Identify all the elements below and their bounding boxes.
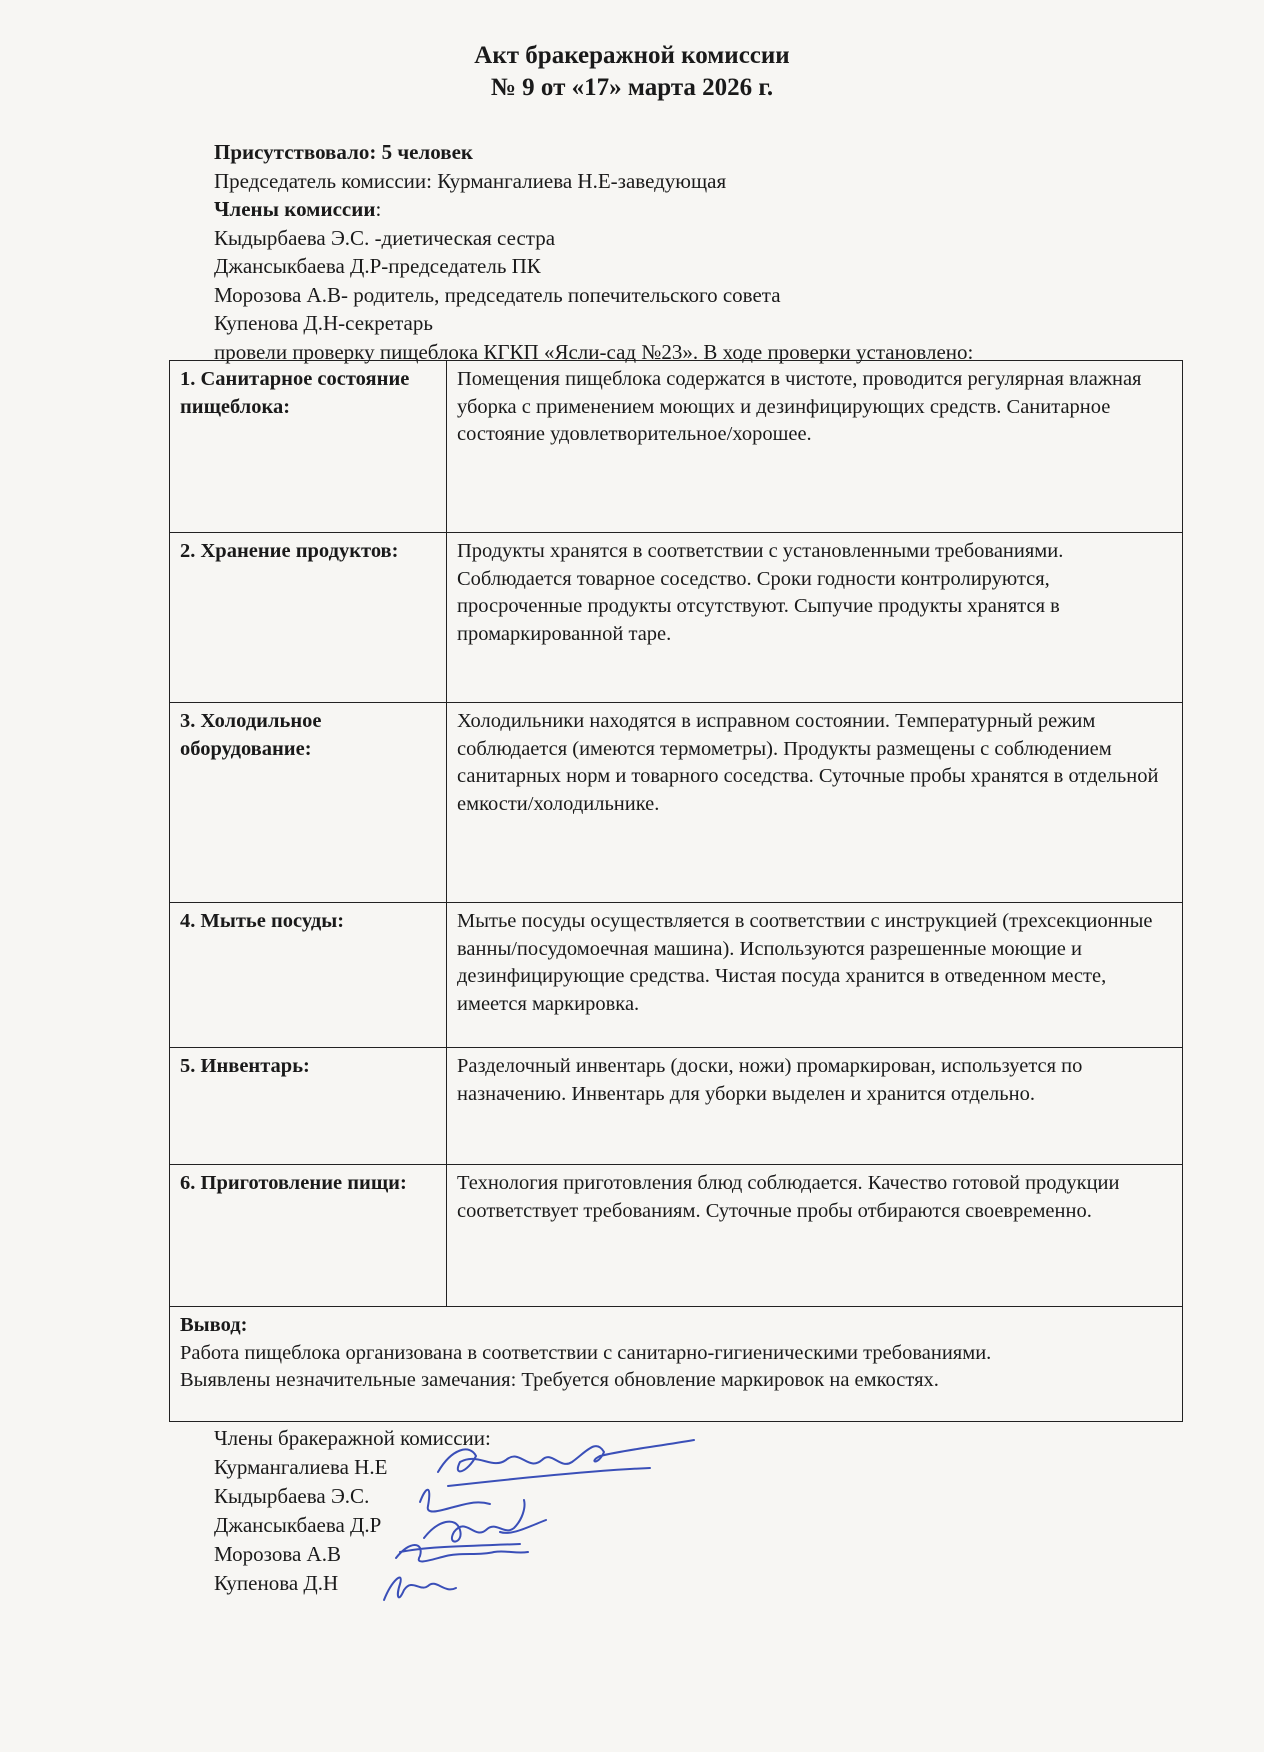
- member-line: Купенова Д.Н-секретарь: [214, 311, 433, 335]
- conclusion-cell: [170, 1307, 1183, 1422]
- signatory-name: Купенова Д.Н: [214, 1571, 339, 1595]
- member-line: Морозова А.В- родитель, председатель попечительского совета: [214, 282, 781, 307]
- attendance-line: Присутствовало: 5 человек: [214, 140, 474, 164]
- signatory-name: Морозова А.В: [214, 1542, 341, 1566]
- signatory-name: Джансыкбаева Д.Р: [214, 1513, 382, 1537]
- findings-table: [169, 360, 1183, 1422]
- table-row: [170, 903, 1183, 1048]
- conclusion-row: [170, 1307, 1183, 1422]
- members-colon: :: [375, 197, 382, 221]
- finding-label: 6. Приготовление пищи:: [170, 1165, 447, 1307]
- table-row: [170, 1165, 1183, 1307]
- finding-label: 4. Мытье посуды:: [170, 903, 447, 1048]
- intro-block: [214, 138, 973, 366]
- chairman-line: Председатель комиссии: Курмангалиева Н.Е-заведующая: [214, 168, 727, 193]
- conclusion-line: Работа пищеблока организована в соответствии с санитарно-гигиеническими требованиями.: [180, 1341, 992, 1364]
- finding-text: Мытье посуды осуществляется в соответствии с инструкцией (трехсекционные ванны/посудомоечная машина). Используются разрешенные моющие и дезинфицирующие средства. Чистая посуда хранится в отведенном месте, имеется маркировка.: [447, 903, 1183, 1048]
- inspection-statement: провели проверку пищеблока КГКП «Ясли-сад №23». В ходе проверки установлено:: [214, 339, 974, 364]
- members-label: Члены комиссии: [214, 197, 376, 221]
- finding-text: Разделочный инвентарь (доски, ножи) промаркирован, используется по назначению. Инвентарь для уборки выделен и хранится отдельно.: [447, 1048, 1183, 1165]
- table-row: [170, 533, 1183, 703]
- finding-text: Помещения пищеблока содержатся в чистоте, проводится регулярная влажная уборка с применением моющих и дезинфицирующих средств. Санитарное состояние удовлетворительное/хорошее.: [447, 361, 1183, 533]
- signatures-heading: Члены бракеражной комиссии:: [214, 1426, 491, 1450]
- table-row: [170, 1048, 1183, 1165]
- finding-label: 2. Хранение продуктов:: [170, 533, 447, 703]
- table-row: [170, 361, 1183, 533]
- document-title-line-2: № 9 от «17» марта 2026 г.: [490, 74, 774, 101]
- document-title-line-1: Акт бракеражной комиссии: [474, 42, 790, 69]
- finding-text: Технология приготовления блюд соблюдается. Качество готовой продукции соответствует требованиям. Суточные пробы отбираются своевременно.: [447, 1165, 1183, 1307]
- finding-text: Холодильники находятся в исправном состоянии. Температурный режим соблюдается (имеются термометры). Продукты размещены с соблюдением санитарных норм и товарного соседства. Суточные пробы хранятся в отдельной емкости/холодильнике.: [447, 703, 1183, 903]
- members-heading: [214, 195, 973, 224]
- member-line: Джансыкбаева Д.Р-председатель ПК: [214, 254, 541, 278]
- finding-label: 5. Инвентарь:: [170, 1048, 447, 1165]
- document-title: [0, 40, 1264, 104]
- signatory-name: Кыдырбаева Э.С.: [214, 1484, 370, 1508]
- table-row: [170, 703, 1183, 903]
- conclusion-line: Выявлены незначительные замечания: Требуется обновление маркировок на емкостях.: [180, 1369, 939, 1391]
- member-line: Кыдырбаева Э.С. -диетическая сестра: [214, 225, 556, 250]
- finding-label: 3. Холодильное оборудование:: [170, 703, 447, 903]
- finding-text: Продукты хранятся в соответствии с установленными требованиями. Соблюдается товарное соседство. Сроки годности контролируются, просроченные продукты отсутствуют. Сыпучие продукты хранятся в промаркированной таре.: [447, 533, 1183, 703]
- signatory-name: Курмангалиева Н.Е: [214, 1455, 388, 1479]
- signatures-block: [214, 1424, 491, 1598]
- conclusion-title: Вывод:: [180, 1314, 248, 1336]
- finding-label: 1. Санитарное состояние пищеблока:: [170, 361, 447, 533]
